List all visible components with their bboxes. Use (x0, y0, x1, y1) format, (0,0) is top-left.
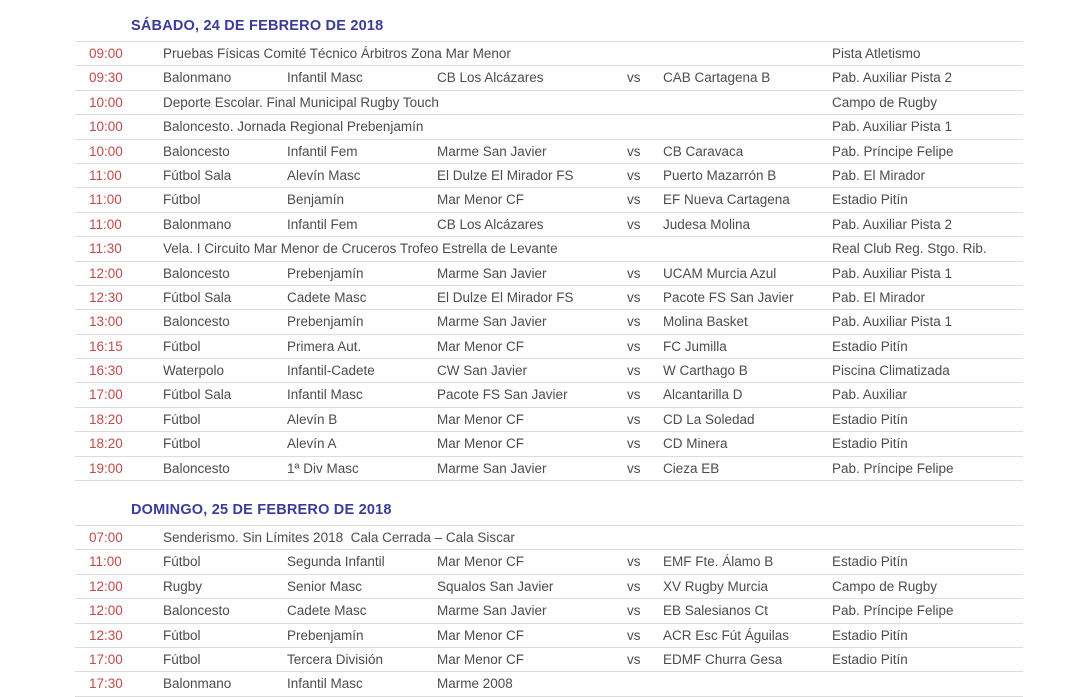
away-team: Molina Basket (663, 314, 748, 330)
event-category: Infantil Fem (287, 216, 358, 232)
event-category: Primera Aut. (287, 338, 362, 354)
event-sport: Fútbol (163, 554, 201, 570)
venue: Estadio Pitín (832, 338, 908, 354)
away-team: Alcantarilla D (663, 387, 743, 403)
home-team: Mar Menor CF (437, 338, 525, 354)
event-category: Infantil Masc (287, 676, 363, 692)
event-sport: Baloncesto (163, 143, 230, 159)
event-category: Infantil-Cadete (287, 363, 375, 379)
venue: Pista Atletismo (832, 46, 921, 61)
event-row (75, 457, 1023, 481)
away-team: CD Minera (663, 436, 728, 452)
away-team: CD La Soledad (663, 411, 755, 427)
venue: Pab. Príncipe Felipe (832, 603, 954, 619)
home-team: El Dulze El Mirador FS (437, 167, 574, 183)
event-sport: Baloncesto (163, 603, 230, 619)
event-sport: Fútbol (163, 651, 201, 667)
section-saturday (75, 13, 1023, 481)
event-time: 12:30 (89, 627, 123, 643)
event-time: 11:00 (89, 216, 122, 232)
away-team: Cieza EB (663, 460, 720, 476)
event-category: Benjamín (287, 192, 345, 208)
venue: Pab. Auxiliar Pista 2 (832, 216, 953, 232)
away-team: UCAM Murcia Azul (663, 265, 777, 281)
vs-label: vs (627, 460, 641, 476)
event-row (75, 310, 1023, 334)
event-sport: Fútbol Sala (163, 289, 232, 305)
venue: Campo de Rugby (832, 578, 938, 594)
home-team: Mar Menor CF (437, 554, 525, 570)
event-row (75, 164, 1023, 188)
event-rows (75, 525, 1023, 697)
venue: Piscina Climatizada (832, 363, 950, 379)
event-category: Senior Masc (287, 578, 363, 594)
venue: Pab. Auxiliar Pista 1 (832, 314, 953, 330)
venue: Pab. Auxiliar (832, 387, 908, 403)
event-sport: Baloncesto (163, 460, 230, 476)
event-sport: Fútbol Sala (163, 167, 232, 183)
event-sport: Fútbol (163, 436, 201, 452)
event-row (75, 550, 1023, 574)
event-time: 12:30 (89, 289, 123, 305)
vs-label: vs (627, 143, 641, 159)
vs-label: vs (627, 363, 641, 379)
event-row (75, 624, 1023, 648)
home-team: Squalos San Javier (437, 578, 554, 594)
away-team: ACR Esc Fút Águilas (663, 627, 790, 643)
venue: Estadio Pitín (832, 192, 908, 208)
event-description: Deporte Escolar. Final Municipal Rugby Touch (163, 94, 439, 110)
event-description: Senderismo. Sin Límites 2018 Cala Cerrada – Cala Siscar (163, 530, 515, 546)
event-time: 11:00 (89, 554, 122, 570)
event-row (75, 599, 1023, 623)
event-time: 17:00 (89, 387, 123, 403)
venue: Estadio Pitín (832, 651, 908, 667)
event-row (75, 383, 1023, 407)
event-category: Infantil Masc (287, 70, 363, 86)
event-category: Cadete Masc (287, 289, 367, 305)
event-row (75, 408, 1023, 432)
event-time: 09:00 (89, 46, 123, 61)
event-time: 18:20 (89, 436, 123, 452)
away-team: EMF Fte. Álamo B (663, 554, 774, 570)
home-team: El Dulze El Mirador FS (437, 289, 574, 305)
event-row (75, 286, 1023, 310)
venue: Pab. Auxiliar Pista 1 (832, 265, 953, 281)
event-row (75, 213, 1023, 237)
vs-label: vs (627, 578, 641, 594)
event-description: Vela. I Circuito Mar Menor de Cruceros Trofeo Estrella de Levante (163, 241, 558, 257)
event-category: Segunda Infantil (287, 554, 385, 570)
event-row (75, 432, 1023, 456)
event-sport: Baloncesto (163, 265, 230, 281)
home-team: Mar Menor CF (437, 651, 525, 667)
event-row (75, 115, 1023, 139)
away-team: EB Salesianos Ct (663, 603, 769, 619)
event-row (75, 526, 1023, 550)
event-category: 1ª Div Masc (287, 460, 359, 476)
event-time: 12:00 (89, 265, 123, 281)
home-team: Marme San Javier (437, 603, 547, 619)
event-category: Alevín B (287, 411, 338, 427)
away-team: W Carthago B (663, 363, 748, 379)
home-team: Mar Menor CF (437, 436, 525, 452)
venue: Estadio Pitín (832, 411, 908, 427)
event-category: Alevín A (287, 436, 337, 452)
event-time: 17:00 (89, 651, 123, 667)
section-title: DOMINGO, 25 DE FEBRERO DE 2018 (131, 502, 392, 519)
event-row (75, 237, 1023, 261)
event-category: Infantil Masc (287, 387, 363, 403)
event-time: 13:00 (89, 314, 123, 330)
event-category: Prebenjamín (287, 265, 364, 281)
event-category: Tercera División (287, 651, 384, 667)
vs-label: vs (627, 70, 641, 86)
vs-label: vs (627, 436, 641, 452)
venue: Pab. El Mirador (832, 167, 926, 183)
venue: Estadio Pitín (832, 627, 908, 643)
event-row (75, 672, 1023, 696)
away-team: CAB Cartagena B (663, 70, 771, 86)
venue: Pab. Auxiliar Pista 1 (832, 119, 953, 135)
event-time: 18:20 (89, 411, 123, 427)
event-time: 17:30 (89, 676, 123, 692)
event-time: 11:00 (89, 192, 122, 208)
event-row (75, 66, 1023, 90)
vs-label: vs (627, 314, 641, 330)
vs-label: vs (627, 603, 641, 619)
home-team: Mar Menor CF (437, 192, 525, 208)
event-row (75, 335, 1023, 359)
event-sport: Balonmano (163, 216, 232, 232)
event-sport: Balonmano (163, 70, 232, 86)
venue: Pab. Príncipe Felipe (832, 460, 954, 476)
event-category: Prebenjamín (287, 627, 364, 643)
venue: Pab. Príncipe Felipe (832, 143, 954, 159)
event-sport: Baloncesto (163, 314, 230, 330)
event-time: 09:30 (89, 70, 123, 86)
event-time: 12:00 (89, 603, 123, 619)
vs-label: vs (627, 338, 641, 354)
home-team: Pacote FS San Javier (437, 387, 568, 403)
away-team: Puerto Mazarrón B (663, 167, 777, 183)
home-team: Marme 2008 (437, 676, 513, 692)
home-team: Marme San Javier (437, 265, 547, 281)
event-row (75, 575, 1023, 599)
event-time: 10:00 (89, 119, 123, 135)
home-team: Mar Menor CF (437, 627, 525, 643)
event-sport: Balonmano (163, 676, 232, 692)
vs-label: vs (627, 167, 641, 183)
home-team: Marme San Javier (437, 314, 547, 330)
vs-label: vs (627, 265, 641, 281)
event-time: 11:30 (89, 241, 122, 257)
away-team: CB Caravaca (663, 143, 744, 159)
event-category: Cadete Masc (287, 603, 367, 619)
event-sport: Rugby (163, 578, 203, 594)
event-sport: Fútbol (163, 627, 201, 643)
section-sunday (75, 497, 1023, 697)
event-category: Prebenjamín (287, 314, 364, 330)
venue: Pab. Auxiliar Pista 2 (832, 70, 953, 86)
away-team: FC Jumilla (663, 338, 727, 354)
home-team: Marme San Javier (437, 143, 547, 159)
event-time: 07:00 (89, 530, 123, 546)
venue: Campo de Rugby (832, 94, 938, 110)
event-row (75, 42, 1023, 66)
schedule-sheet (75, 13, 1023, 697)
event-row (75, 648, 1023, 672)
event-row (75, 359, 1023, 383)
home-team: CW San Javier (437, 363, 528, 379)
event-sport: Waterpolo (163, 363, 225, 379)
vs-label: vs (627, 627, 641, 643)
event-row (75, 140, 1023, 164)
event-time: 10:00 (89, 94, 123, 110)
event-description: Baloncesto. Jornada Regional Prebenjamín (163, 119, 424, 135)
event-time: 12:00 (89, 578, 123, 594)
home-team: CB Los Alcázares (437, 70, 544, 86)
event-sport: Fútbol (163, 411, 201, 427)
vs-label: vs (627, 387, 641, 403)
venue: Real Club Reg. Stgo. Rib. (832, 241, 987, 257)
vs-label: vs (627, 192, 641, 208)
event-rows (75, 41, 1023, 481)
vs-label: vs (627, 554, 641, 570)
event-sport: Fútbol Sala (163, 387, 232, 403)
event-time: 10:00 (89, 143, 123, 159)
home-team: Marme San Javier (437, 460, 547, 476)
away-team: EF Nueva Cartagena (663, 192, 790, 208)
venue: Pab. El Mirador (832, 289, 926, 305)
event-sport: Fútbol (163, 192, 201, 208)
event-row (75, 262, 1023, 286)
event-row (75, 188, 1023, 212)
event-row (75, 91, 1023, 115)
event-description: Pruebas Físicas Comité Técnico Árbitros Zona Mar Menor (163, 46, 511, 61)
vs-label: vs (627, 216, 641, 232)
home-team: Mar Menor CF (437, 411, 525, 427)
event-time: 16:30 (89, 363, 123, 379)
event-category: Infantil Fem (287, 143, 358, 159)
event-sport: Fútbol (163, 338, 201, 354)
event-time: 11:00 (89, 167, 122, 183)
venue: Estadio Pitín (832, 436, 908, 452)
home-team: CB Los Alcázares (437, 216, 544, 232)
away-team: Judesa Molina (663, 216, 751, 232)
section-title: SÁBADO, 24 DE FEBRERO DE 2018 (131, 18, 384, 34)
event-time: 19:00 (89, 460, 123, 476)
away-team: Pacote FS San Javier (663, 289, 794, 305)
away-team: EDMF Churra Gesa (663, 651, 783, 667)
away-team: XV Rugby Murcia (663, 578, 769, 594)
vs-label: vs (627, 411, 641, 427)
vs-label: vs (627, 651, 641, 667)
event-time: 16:15 (89, 338, 123, 354)
event-category: Alevín Masc (287, 167, 361, 183)
vs-label: vs (627, 289, 641, 305)
venue: Estadio Pitín (832, 554, 908, 570)
